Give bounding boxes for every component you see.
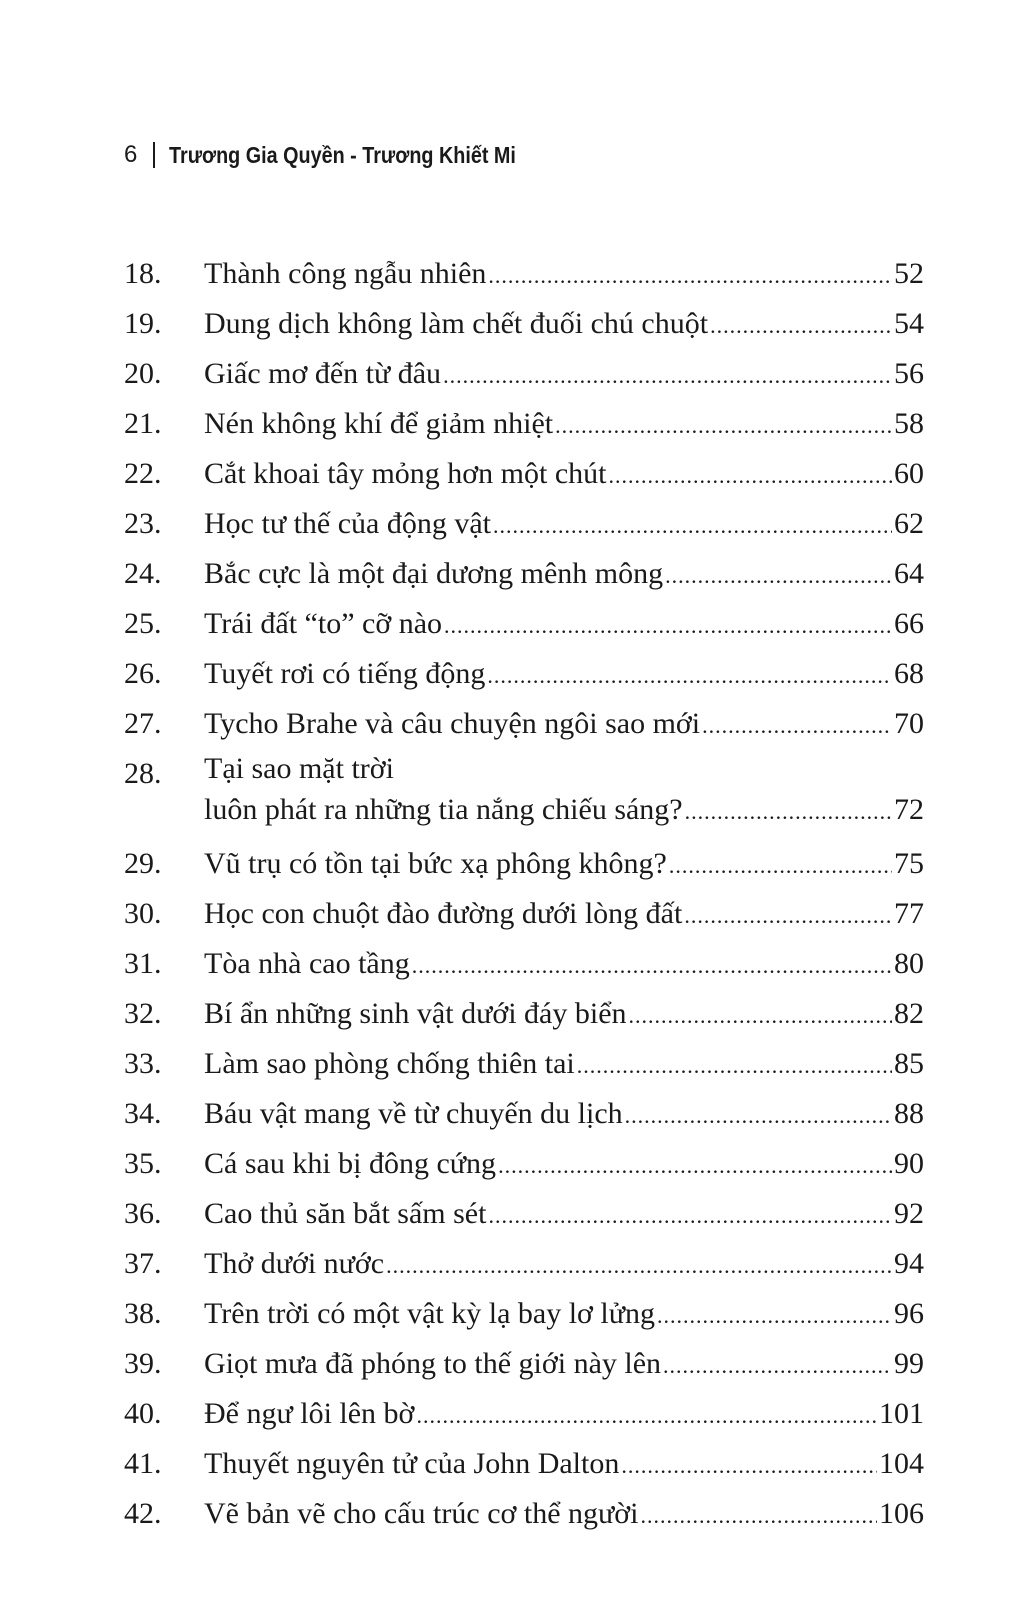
entry-page-number: 64 [894,557,924,590]
entry-page-number: 52 [894,257,924,290]
toc-entry[interactable] [124,299,924,349]
entry-title: Trái đất “to” cỡ nào [204,607,443,640]
entry-page-number: 101 [879,1397,924,1430]
entry-title: Nén không khí để giảm nhiệt [204,407,554,440]
dot-leader [416,1391,877,1441]
entry-title: Vẽ bản vẽ cho cấu trúc cơ thể người [204,1497,639,1530]
toc-entry[interactable] [124,349,924,399]
entry-number: 28. [124,757,162,790]
entry-page-number: 88 [894,1097,924,1130]
entry-page-number: 58 [894,407,924,440]
entry-title: Vũ trụ có tồn tại bức xạ phông không? [204,847,667,880]
dot-leader [412,941,892,991]
entry-title: Thành công ngẫu nhiên [204,257,487,290]
entry-number: 19. [124,307,162,340]
toc-entry[interactable] [124,1489,924,1539]
entry-number: 25. [124,607,162,640]
page-header [124,140,573,170]
entry-number: 31. [124,947,162,980]
entry-page-number: 90 [894,1147,924,1180]
entry-title: Báu vật mang về từ chuyến du lịch [204,1097,623,1130]
toc-entry[interactable] [124,1139,924,1189]
dot-leader [608,451,892,501]
entry-title: Thở dưới nước [204,1247,385,1280]
toc-entry[interactable] [124,1289,924,1339]
toc-entry[interactable] [124,499,924,549]
entry-title: Dung dịch không làm chết đuối chú chuột [204,307,709,340]
entry-number: 40. [124,1397,162,1430]
toc-entry[interactable] [124,249,924,299]
entry-number: 39. [124,1347,162,1380]
entry-title: Tòa nhà cao tầng [204,947,410,980]
dot-leader [702,701,892,751]
entry-title: Học tư thế của động vật [204,507,492,540]
entry-title: Giấc mơ đến từ đâu [204,357,442,390]
toc-entry[interactable] [124,1439,924,1489]
entry-title-line-1: Tại sao mặt trời [204,752,394,785]
table-of-contents [124,249,924,1539]
dot-leader [577,1041,892,1091]
entry-page-number: 96 [894,1297,924,1330]
entry-number: 24. [124,557,162,590]
dot-leader [444,601,892,651]
entry-page-number: 54 [894,307,924,340]
entry-title: Giọt mưa đã phóng to thế giới này lên [204,1347,662,1380]
entry-number: 37. [124,1247,162,1280]
entry-title: Tycho Brahe và câu chuyện ngôi sao mới [204,707,701,740]
dot-leader [493,501,892,551]
dot-leader [665,551,892,601]
dot-leader [498,1141,892,1191]
entry-page-number: 106 [879,1497,924,1530]
toc-entry[interactable] [124,1189,924,1239]
entry-page-number: 92 [894,1197,924,1230]
dot-leader [621,1441,877,1491]
dot-leader [641,1491,878,1541]
toc-entry[interactable] [124,599,924,649]
entry-page-number: 56 [894,357,924,390]
entry-page-number: 77 [894,897,924,930]
entry-number: 22. [124,457,162,490]
entry-title: Cao thủ săn bắt sấm sét [204,1197,487,1230]
page-number: 6 [124,141,138,168]
entry-title: Cá sau khi bị đông cứng [204,1147,497,1180]
entry-page-number: 80 [894,947,924,980]
toc-entry[interactable] [124,939,924,989]
toc-entry[interactable] [124,1089,924,1139]
running-title: Trương Gia Quyền - Trương Khiết Mi [169,142,517,168]
dot-leader [629,991,892,1041]
entry-page-number: 62 [894,507,924,540]
toc-entry[interactable] [124,1339,924,1389]
dot-leader [625,1091,892,1141]
dot-leader [685,791,892,833]
dot-leader [684,891,892,941]
entry-number: 34. [124,1097,162,1130]
toc-entry[interactable] [124,1039,924,1089]
entry-title: Học con chuột đào đường dưới lòng đất [204,897,683,930]
entry-page-number: 99 [894,1347,924,1380]
dot-leader [443,351,892,401]
entry-number: 41. [124,1447,162,1480]
entry-number: 20. [124,357,162,390]
entry-page-number: 82 [894,997,924,1030]
entry-number: 18. [124,257,162,290]
toc-entry[interactable] [124,649,924,699]
entry-title: Để ngư lôi lên bờ [204,1397,415,1430]
entry-title: Cắt khoai tây mỏng hơn một chút [204,457,607,490]
entry-page-number: 60 [894,457,924,490]
entry-title: Trên trời có một vật kỳ lạ bay lơ lửng [204,1297,655,1330]
entry-number: 30. [124,897,162,930]
entry-number: 32. [124,997,162,1030]
entry-number: 27. [124,707,162,740]
toc-entry[interactable] [124,449,924,499]
dot-leader [386,1241,892,1291]
entry-number: 29. [124,847,162,880]
toc-entry[interactable] [124,1389,924,1439]
dot-leader [488,251,892,301]
entry-number: 36. [124,1197,162,1230]
entry-number: 38. [124,1297,162,1330]
dot-leader [669,841,892,891]
entry-number: 33. [124,1047,162,1080]
entry-number: 35. [124,1147,162,1180]
entry-page-number: 104 [879,1447,924,1480]
entry-page-number: 68 [894,657,924,690]
entry-page-number: 72 [894,793,924,826]
entry-page-number: 85 [894,1047,924,1080]
toc-entry[interactable] [124,989,924,1039]
header-divider [153,142,155,168]
entry-page-number: 70 [894,707,924,740]
dot-leader [488,1191,892,1241]
entry-title: Thuyết nguyên tử của John Dalton [204,1447,620,1480]
entry-page-number: 75 [894,847,924,880]
dot-leader [710,301,892,351]
dot-leader [663,1341,892,1391]
entry-title-line-2: luôn phát ra những tia nắng chiếu sáng? [204,793,683,826]
toc-entry[interactable] [124,749,924,839]
dot-leader [657,1291,892,1341]
entry-number: 23. [124,507,162,540]
dot-leader [555,401,892,451]
entry-title: Làm sao phòng chống thiên tai [204,1047,575,1080]
entry-number: 26. [124,657,162,690]
entry-title: Tuyết rơi có tiếng động [204,657,486,690]
dot-leader [487,651,892,701]
toc-entry[interactable] [124,399,924,449]
entry-title: Bí ẩn những sinh vật dưới đáy biển [204,997,627,1030]
toc-entry[interactable] [124,699,924,749]
entry-title: Bắc cực là một đại dương mênh mông [204,557,664,590]
entry-page-number: 94 [894,1247,924,1280]
entry-number: 42. [124,1497,162,1530]
toc-entry[interactable] [124,889,924,939]
toc-entry[interactable] [124,549,924,599]
entry-page-number: 66 [894,607,924,640]
toc-entry[interactable] [124,839,924,889]
entry-number: 21. [124,407,162,440]
toc-entry[interactable] [124,1239,924,1289]
